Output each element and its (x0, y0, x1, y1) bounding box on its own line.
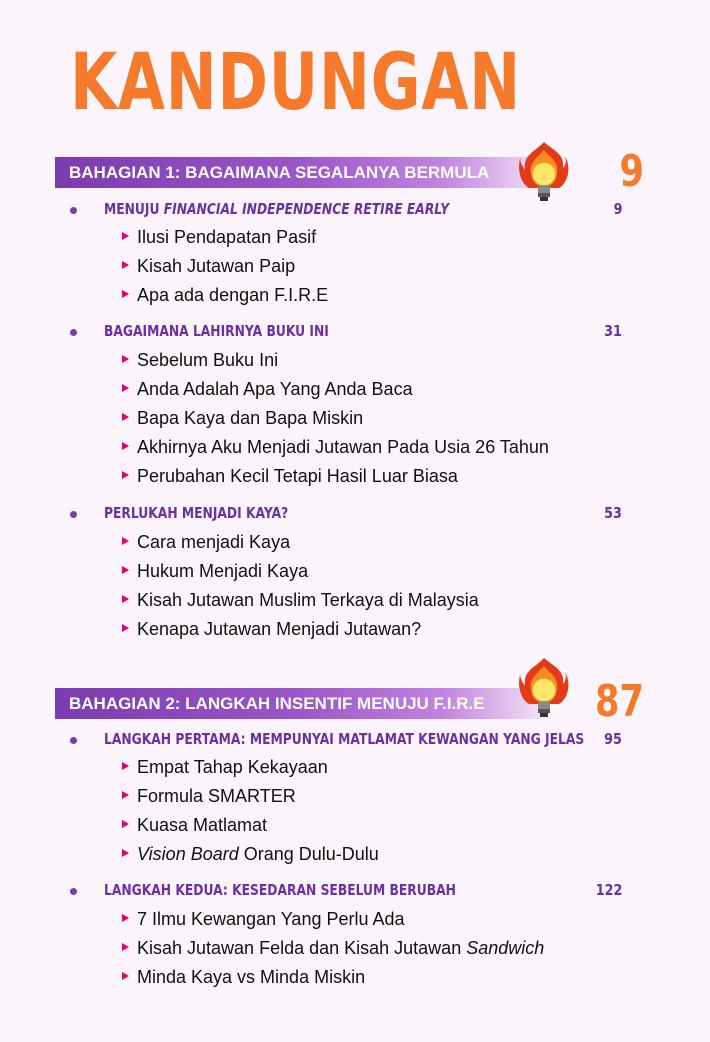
bullet-dot (70, 888, 77, 895)
arrow-icon (122, 624, 129, 632)
arrow-icon (122, 943, 129, 951)
arrow-icon (122, 820, 129, 828)
section-page: 9 (613, 200, 622, 218)
section-title: LANGKAH KEDUA: KESEDARAN SEBELUM BERUBAH (104, 881, 456, 899)
section-title: MENUJU FINANCIAL INDEPENDENCE RETIRE EARLY (104, 200, 450, 218)
bullet-dot (70, 329, 77, 336)
arrow-icon (122, 232, 129, 240)
list-item[interactable]: Formula SMARTER (122, 786, 296, 810)
flaming-lightbulb-icon (515, 138, 573, 206)
list-item[interactable]: Sebelum Buku Ini (122, 350, 278, 374)
section-page: 31 (604, 322, 622, 340)
bullet-dot (70, 511, 77, 518)
part-1-heading[interactable]: BAHAGIAN 1: BAGAIMANA SEGALANYA BERMULA (55, 157, 541, 188)
arrow-icon (122, 849, 129, 857)
list-item[interactable]: Vision Board Orang Dulu-Dulu (122, 844, 379, 868)
list-item[interactable]: Minda Kaya vs Minda Miskin (122, 967, 365, 991)
list-item[interactable]: Bapa Kaya dan Bapa Miskin (122, 408, 363, 432)
list-item[interactable]: Akhirnya Aku Menjadi Jutawan Pada Usia 26 Tahun (122, 437, 549, 461)
section-1-1[interactable] (70, 200, 630, 222)
arrow-icon (122, 261, 129, 269)
list-item[interactable]: Anda Adalah Apa Yang Anda Baca (122, 379, 413, 403)
bullet-dot (70, 207, 77, 214)
list-item[interactable]: 7 Ilmu Kewangan Yang Perlu Ada (122, 909, 405, 933)
section-2-2[interactable] (70, 881, 630, 903)
list-item[interactable]: Kisah Jutawan Muslim Terkaya di Malaysia (122, 590, 479, 614)
list-item[interactable]: Cara menjadi Kaya (122, 532, 290, 556)
section-page: 95 (604, 730, 622, 748)
arrow-icon (122, 290, 129, 298)
arrow-icon (122, 595, 129, 603)
flaming-lightbulb-icon (515, 654, 573, 722)
arrow-icon (122, 791, 129, 799)
list-item[interactable]: Kenapa Jutawan Menjadi Jutawan? (122, 619, 421, 643)
list-item[interactable]: Perubahan Kecil Tetapi Hasil Luar Biasa (122, 466, 458, 490)
section-title: BAGAIMANA LAHIRNYA BUKU INI (104, 322, 329, 340)
arrow-icon (122, 355, 129, 363)
section-2-1[interactable] (70, 730, 630, 752)
arrow-icon (122, 413, 129, 421)
page-title: KANDUNGAN (70, 38, 521, 128)
arrow-icon (122, 537, 129, 545)
part-1-page: 9 (619, 146, 644, 197)
section-title: LANGKAH PERTAMA: MEMPUNYAI MATLAMAT KEWANGAN YANG JELAS (104, 730, 585, 748)
arrow-icon (122, 384, 129, 392)
list-item[interactable]: Apa ada dengan F.I.R.E (122, 285, 328, 309)
bullet-dot (70, 737, 77, 744)
list-item[interactable]: Kisah Jutawan Paip (122, 256, 295, 280)
arrow-icon (122, 566, 129, 574)
section-title: PERLUKAH MENJADI KAYA? (104, 504, 289, 522)
section-page: 53 (604, 504, 622, 522)
arrow-icon (122, 914, 129, 922)
arrow-icon (122, 762, 129, 770)
arrow-icon (122, 442, 129, 450)
list-item[interactable]: Hukum Menjadi Kaya (122, 561, 308, 585)
arrow-icon (122, 471, 129, 479)
list-item[interactable]: Kuasa Matlamat (122, 815, 267, 839)
list-item[interactable]: Ilusi Pendapatan Pasif (122, 227, 316, 251)
section-1-3[interactable] (70, 504, 630, 526)
section-1-2[interactable] (70, 322, 630, 344)
part-2-heading[interactable]: BAHAGIAN 2: LANGKAH INSENTIF MENUJU F.I.R.E (55, 688, 541, 719)
section-page: 122 (595, 881, 622, 899)
part-2-page: 87 (595, 676, 644, 727)
arrow-icon (122, 972, 129, 980)
list-item[interactable]: Empat Tahap Kekayaan (122, 757, 328, 781)
list-item[interactable]: Kisah Jutawan Felda dan Kisah Jutawan Sandwich (122, 938, 544, 962)
